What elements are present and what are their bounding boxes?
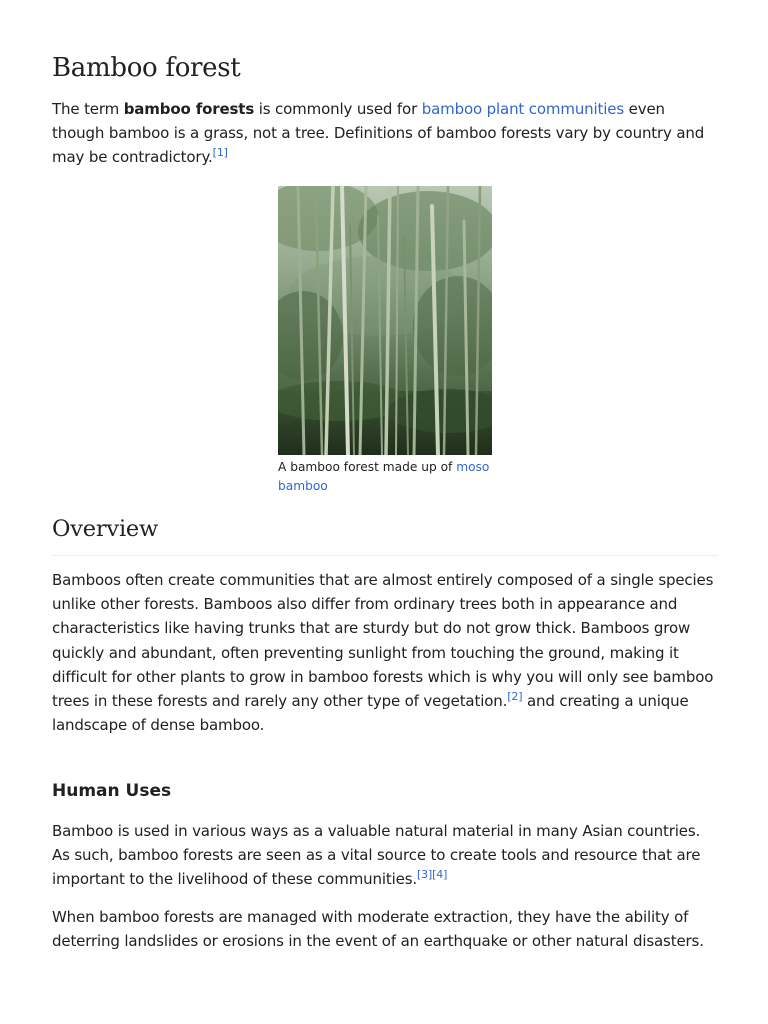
bamboo-plant-communities-link[interactable]: bamboo plant communities <box>421 100 625 118</box>
intro-text-mid: is commonly used for <box>254 100 422 118</box>
citation-3-4-link[interactable]: [3][4] <box>417 868 448 882</box>
page-title: Bamboo forest <box>52 53 241 83</box>
intro-text-post: even though bamboo is a grass, not a tree. Definitions of bamboo forests vary by country and may be contradictory. <box>52 100 705 167</box>
human-uses-heading: Human Uses <box>52 781 172 801</box>
figure-caption <box>278 458 492 495</box>
overview-text-post: and creating a unique landscape of dense bamboo. <box>52 692 689 735</box>
human-uses-paragraph-1 <box>52 819 718 892</box>
human-uses-text-1: Bamboo is used in various ways as a valuable natural material in many Asian countries. As such, bamboo forests are seen as a vital source to create tools and resource that are important to the livelihood of these communities. <box>52 822 701 889</box>
intro-paragraph <box>52 97 718 170</box>
citation-1-link[interactable]: [1] <box>212 146 228 160</box>
caption-text: A bamboo forest made up of <box>278 460 457 474</box>
human-uses-paragraph-2: When bamboo forests are managed with moderate extraction, they have the ability of deterring landslides or erosions in the event of an earthquake or other natural disasters. <box>52 908 704 951</box>
intro-bold-term: bamboo forests <box>123 100 255 118</box>
bamboo-forest-figure <box>278 186 492 495</box>
moso-bamboo-link[interactable]: moso bamboo <box>278 460 490 493</box>
citation-2-link[interactable]: [2] <box>507 690 523 704</box>
intro-text-pre: The term <box>52 100 124 118</box>
overview-paragraph <box>52 568 718 737</box>
overview-heading: Overview <box>52 513 718 556</box>
overview-text: Bamboos often create communities that are almost entirely composed of a single species unlike other forests. Bamboos also differ from ordinary trees both in appearance and characteristics like having trunks that are sturdy but do not grow thick. Bamboos grow quickly and abundant, often preventing sunlight from touching the ground, making it difficult for other plants to grow in bamboo forests which is why you will only see bamboo trees in these forests and rarely any other type of vegetation. <box>52 571 714 711</box>
bamboo-forest-image[interactable] <box>278 186 492 455</box>
